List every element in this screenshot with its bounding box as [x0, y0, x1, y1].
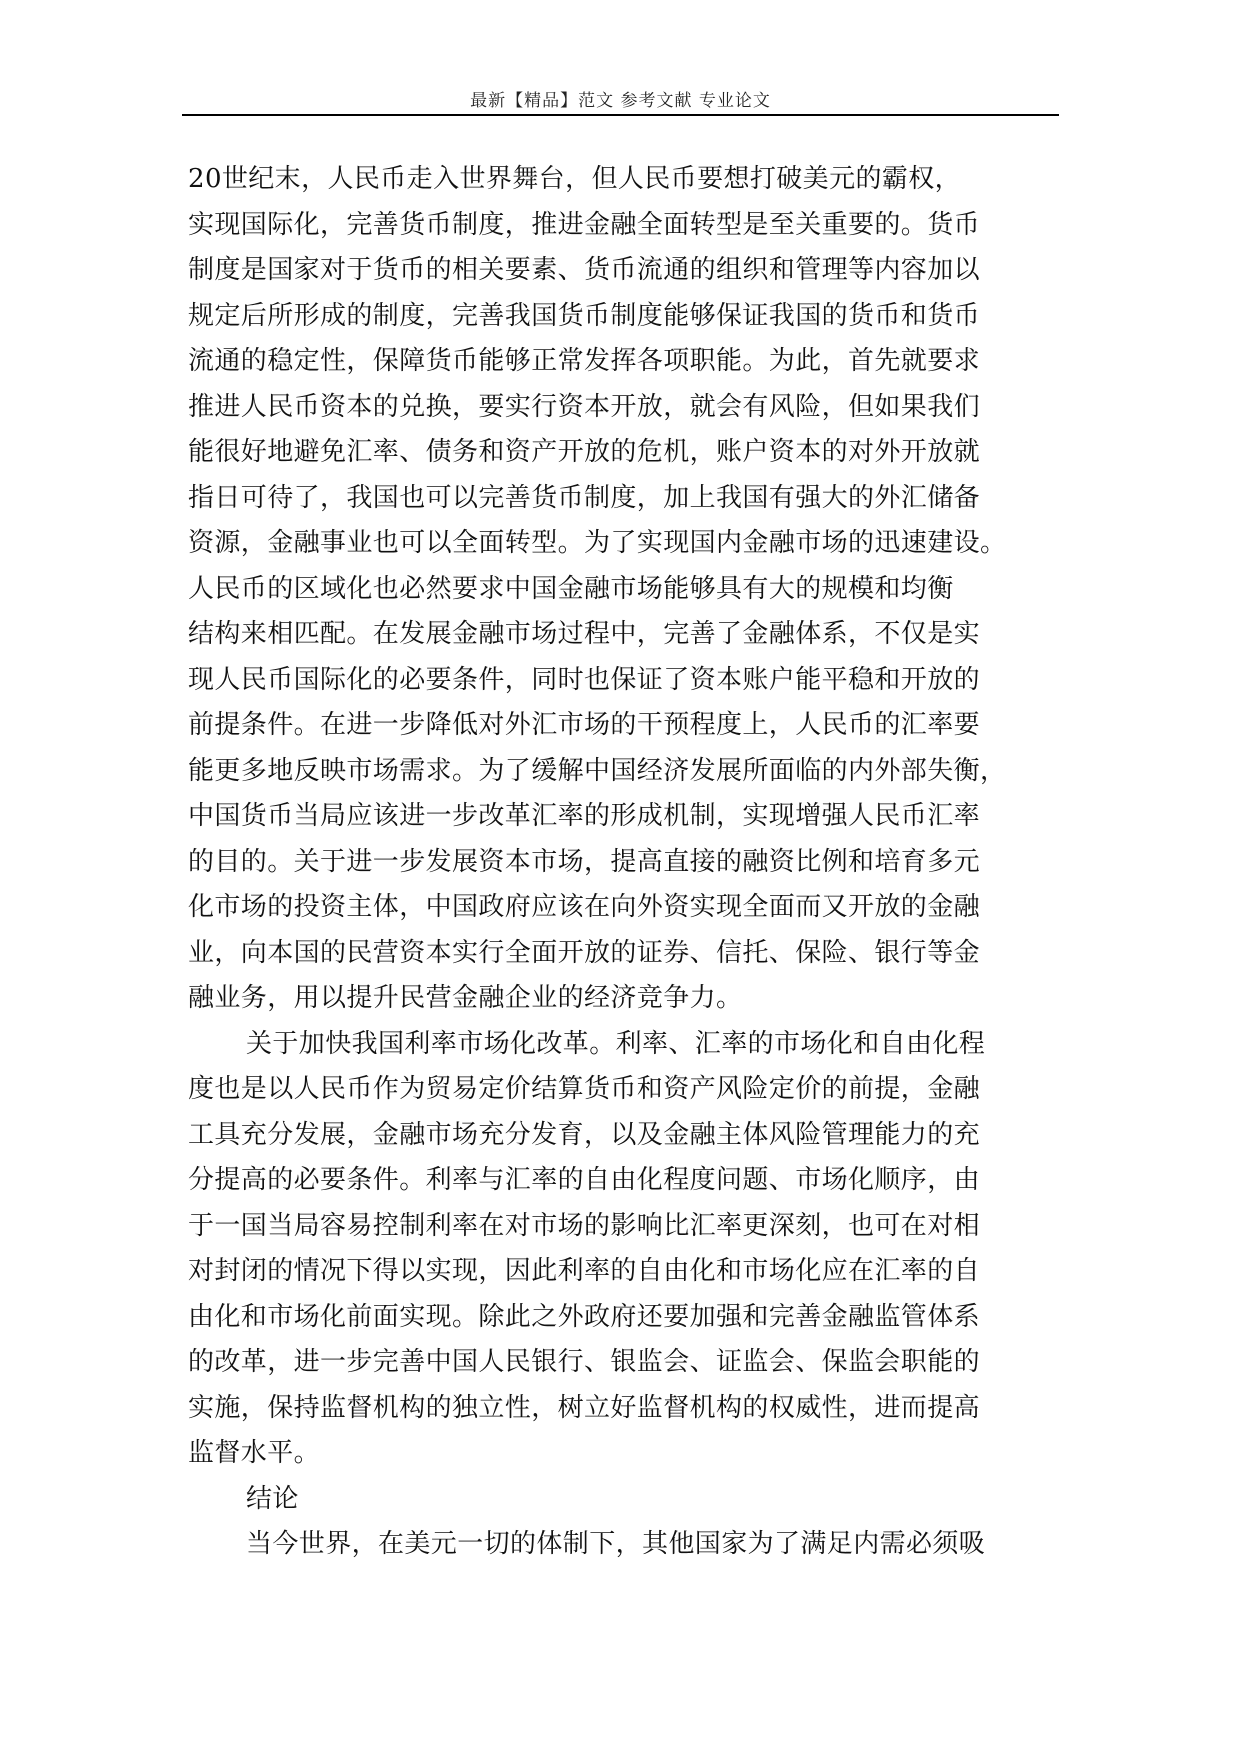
text-line: 分提高的必要条件。利率与汇率的自由化程度问题、市场化顺序，由	[188, 1165, 981, 1195]
text-line: 业，向本国的民营资本实行全面开放的证券、信托、保险、银行等金	[188, 937, 981, 968]
text-line: 20世纪末，人民币走入世界舞台，但人民币要想打破美元的霸权，	[188, 164, 962, 194]
text-line: 化市场的投资主体，中国政府应该在向外资实现全面而又开放的金融	[188, 892, 981, 922]
text-line: 中国货币当局应该进一步改革汇率的形成机制，实现增强人民币汇率	[188, 801, 981, 831]
header-rule	[182, 114, 1059, 116]
text-line: 资源，金融事业也可以全面转型。为了实现国内金融市场的迅速建设。	[188, 528, 1007, 558]
paragraph	[188, 1522, 1068, 1568]
text-line: 推进人民币资本的兑换，要实行资本开放，就会有风险，但如果我们	[188, 391, 981, 422]
text-line: 规定后所形成的制度，完善我国货币制度能够保证我国的货币和货币	[188, 300, 981, 331]
text-line: 于一国当局容易控制利率在对市场的影响比汇率更深刻，也可在对相	[188, 1210, 981, 1241]
paragraph	[188, 1022, 1068, 1477]
text-line: 融业务，用以提升民营金融企业的经济竞争力。	[188, 983, 743, 1013]
text-line: 对封闭的情况下得以实现，因此利率的自由化和市场化应在汇率的自	[188, 1256, 981, 1286]
text-line: 能很好地避免汇率、债务和资产开放的危机，账户资本的对外开放就	[188, 437, 981, 467]
text-line: 结论	[246, 1483, 299, 1514]
text-line: 人民币的区域化也必然要求中国金融市场能够具有大的规模和均衡	[188, 573, 954, 604]
text-line: 现人民币国际化的必要条件，同时也保证了资本账户能平稳和开放的	[188, 664, 981, 695]
text-line: 实施，保持监督机构的独立性，树立好监督机构的权威性，进而提高	[188, 1392, 981, 1423]
text-line: 实现国际化，完善货币制度，推进金融全面转型是至关重要的。货币	[188, 209, 981, 240]
text-line: 制度是国家对于货币的相关要素、货币流通的组织和管理等内容加以	[188, 255, 981, 285]
text-line: 结构来相匹配。在发展金融市场过程中，完善了金融体系，不仅是实	[188, 619, 981, 649]
text-line: 关于加快我国利率市场化改革。利率、汇率的市场化和自由化程	[246, 1028, 986, 1059]
text-line: 度也是以人民币作为贸易定价结算货币和资产风险定价的前提，金融	[188, 1074, 981, 1104]
paragraph	[188, 1477, 1068, 1523]
page-header: 最新【精品】范文 参考文献 专业论文	[470, 91, 771, 111]
text-line: 监督水平。	[188, 1438, 321, 1468]
document-body	[188, 157, 1068, 1568]
text-line: 前提条件。在进一步降低对外汇市场的干预程度上，人民币的汇率要	[188, 710, 981, 740]
text-line: 当今世界，在美元一切的体制下，其他国家为了满足内需必须吸	[246, 1529, 986, 1559]
paragraph	[188, 157, 1068, 1022]
text-line: 的改革，进一步完善中国人民银行、银监会、证监会、保监会职能的	[188, 1347, 981, 1377]
text-line: 工具充分发展，金融市场充分发育，以及金融主体风险管理能力的充	[188, 1119, 981, 1150]
text-line: 的目的。关于进一步发展资本市场，提高直接的融资比例和培育多元	[188, 846, 981, 877]
text-line: 指日可待了，我国也可以完善货币制度，加上我国有强大的外汇储备	[188, 482, 981, 513]
text-line: 流通的稳定性，保障货币能够正常发挥各项职能。为此，首先就要求	[188, 346, 981, 376]
text-line: 能更多地反映市场需求。为了缓解中国经济发展所面临的内外部失衡，	[188, 755, 1007, 786]
text-line: 由化和市场化前面实现。除此之外政府还要加强和完善金融监管体系	[188, 1301, 981, 1332]
